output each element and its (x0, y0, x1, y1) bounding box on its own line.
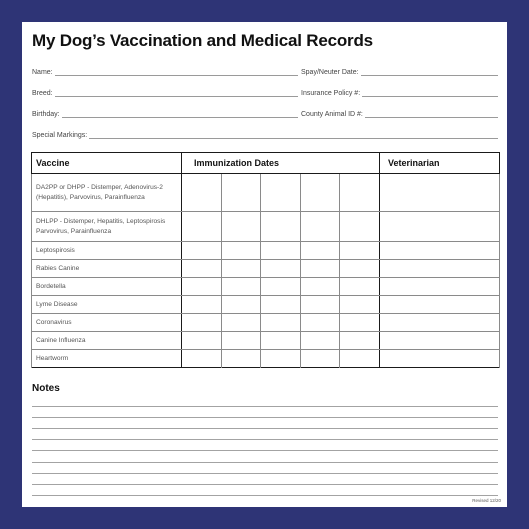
notes-line[interactable] (32, 428, 498, 429)
page-title: My Dog’s Vaccination and Medical Records (32, 31, 373, 50)
notes-line[interactable] (32, 417, 498, 418)
immunization-date-cell[interactable] (221, 296, 261, 314)
immunization-date-cell[interactable] (221, 242, 261, 260)
immunization-date-cell[interactable] (261, 296, 301, 314)
county-id-label: County Animal ID #: (301, 111, 363, 118)
immunization-date-cell[interactable] (300, 314, 340, 332)
immunization-date-cell[interactable] (300, 296, 340, 314)
immunization-date-cell[interactable] (261, 174, 301, 212)
breed-field[interactable] (32, 85, 298, 97)
vaccine-name: Bordetella (32, 278, 182, 296)
header-veterinarian: Veterinarian (380, 153, 500, 174)
county-id-field[interactable] (301, 106, 498, 118)
revised-date: Revised 12/20 (472, 498, 501, 503)
special-markings-field[interactable] (32, 127, 498, 139)
immunization-date-cell[interactable] (340, 314, 380, 332)
immunization-date-cell[interactable] (182, 242, 222, 260)
vaccine-name: Rabies Canine (32, 260, 182, 278)
vaccine-name: DA2PP or DHPP - Distemper, Adenovirus-2 (Hepatitis), Parvovirus, Parainfluenza (32, 174, 182, 212)
immunization-date-cell[interactable] (182, 350, 222, 368)
notes-line[interactable] (32, 450, 498, 451)
veterinarian-cell[interactable] (380, 296, 500, 314)
special-markings-line[interactable] (89, 129, 498, 139)
name-field[interactable] (32, 64, 298, 76)
immunization-date-cell[interactable] (261, 314, 301, 332)
table-row (32, 350, 500, 368)
immunization-date-cell[interactable] (221, 174, 261, 212)
birthday-label: Birthday: (32, 111, 60, 118)
immunization-date-cell[interactable] (300, 332, 340, 350)
table-row (32, 212, 500, 242)
table-row (32, 242, 500, 260)
immunization-date-cell[interactable] (340, 278, 380, 296)
immunization-date-cell[interactable] (340, 296, 380, 314)
immunization-date-cell[interactable] (261, 212, 301, 242)
immunization-date-cell[interactable] (182, 174, 222, 212)
vaccine-name: Heartworm (32, 350, 182, 368)
immunization-date-cell[interactable] (182, 314, 222, 332)
veterinarian-cell[interactable] (380, 212, 500, 242)
immunization-date-cell[interactable] (261, 260, 301, 278)
record-sheet (22, 22, 507, 507)
table-row (32, 296, 500, 314)
immunization-date-cell[interactable] (300, 350, 340, 368)
notes-line[interactable] (32, 439, 498, 440)
breed-line[interactable] (55, 87, 298, 97)
vaccine-name: Coronavirus (32, 314, 182, 332)
name-line[interactable] (55, 66, 298, 76)
veterinarian-cell[interactable] (380, 350, 500, 368)
insurance-field[interactable] (301, 85, 498, 97)
field-row-markings (32, 127, 498, 139)
veterinarian-cell[interactable] (380, 332, 500, 350)
immunization-date-cell[interactable] (221, 260, 261, 278)
veterinarian-cell[interactable] (380, 314, 500, 332)
notes-line[interactable] (32, 462, 498, 463)
veterinarian-cell[interactable] (380, 260, 500, 278)
name-label: Name: (32, 69, 53, 76)
immunization-date-cell[interactable] (300, 242, 340, 260)
immunization-date-cell[interactable] (340, 350, 380, 368)
immunization-date-cell[interactable] (300, 174, 340, 212)
vaccine-name: DHLPP - Distemper, Hepatitis, Leptospirosis Parvovirus, Parainfluenza (32, 212, 182, 242)
spay-neuter-field[interactable] (301, 64, 498, 76)
table-header-row (32, 153, 500, 174)
breed-label: Breed: (32, 90, 53, 97)
notes-title: Notes (32, 383, 60, 394)
spay-neuter-label: Spay/Neuter Date: (301, 69, 359, 76)
county-id-line[interactable] (365, 108, 498, 118)
notes-line[interactable] (32, 406, 498, 407)
immunization-date-cell[interactable] (261, 278, 301, 296)
immunization-date-cell[interactable] (261, 242, 301, 260)
immunization-date-cell[interactable] (182, 260, 222, 278)
veterinarian-cell[interactable] (380, 242, 500, 260)
immunization-date-cell[interactable] (182, 332, 222, 350)
immunization-date-cell[interactable] (182, 212, 222, 242)
table-row (32, 278, 500, 296)
veterinarian-cell[interactable] (380, 174, 500, 212)
table-row (32, 174, 500, 212)
immunization-date-cell[interactable] (221, 212, 261, 242)
field-row-birthday (32, 106, 498, 118)
immunization-date-cell[interactable] (300, 278, 340, 296)
immunization-date-cell[interactable] (221, 314, 261, 332)
notes-line[interactable] (32, 473, 498, 474)
vaccination-table (31, 152, 500, 368)
insurance-line[interactable] (362, 87, 498, 97)
notes-line[interactable] (32, 484, 498, 485)
immunization-date-cell[interactable] (182, 278, 222, 296)
birthday-field[interactable] (32, 106, 298, 118)
notes-line[interactable] (32, 495, 498, 496)
vaccine-name: Canine Influenza (32, 332, 182, 350)
immunization-date-cell[interactable] (221, 278, 261, 296)
veterinarian-cell[interactable] (380, 278, 500, 296)
header-immunization-dates: Immunization Dates (182, 153, 380, 174)
immunization-date-cell[interactable] (300, 212, 340, 242)
special-markings-label: Special Markings: (32, 132, 88, 139)
immunization-date-cell[interactable] (182, 296, 222, 314)
immunization-date-cell[interactable] (340, 242, 380, 260)
immunization-date-cell[interactable] (261, 332, 301, 350)
birthday-line[interactable] (62, 108, 298, 118)
immunization-date-cell[interactable] (340, 260, 380, 278)
table-row (32, 332, 500, 350)
immunization-date-cell[interactable] (300, 260, 340, 278)
immunization-date-cell[interactable] (221, 332, 261, 350)
immunization-date-cell[interactable] (340, 212, 380, 242)
vaccination-table-body (32, 174, 500, 368)
immunization-date-cell[interactable] (261, 350, 301, 368)
field-row-name (32, 64, 498, 76)
header-vaccine: Vaccine (32, 153, 182, 174)
immunization-date-cell[interactable] (221, 350, 261, 368)
immunization-date-cell[interactable] (340, 332, 380, 350)
insurance-label: Insurance Policy #: (301, 90, 361, 97)
spay-neuter-line[interactable] (361, 66, 498, 76)
field-row-breed (32, 85, 498, 97)
immunization-date-cell[interactable] (340, 174, 380, 212)
vaccine-name: Leptospirosis (32, 242, 182, 260)
table-row (32, 260, 500, 278)
table-row (32, 314, 500, 332)
vaccine-name: Lyme Disease (32, 296, 182, 314)
